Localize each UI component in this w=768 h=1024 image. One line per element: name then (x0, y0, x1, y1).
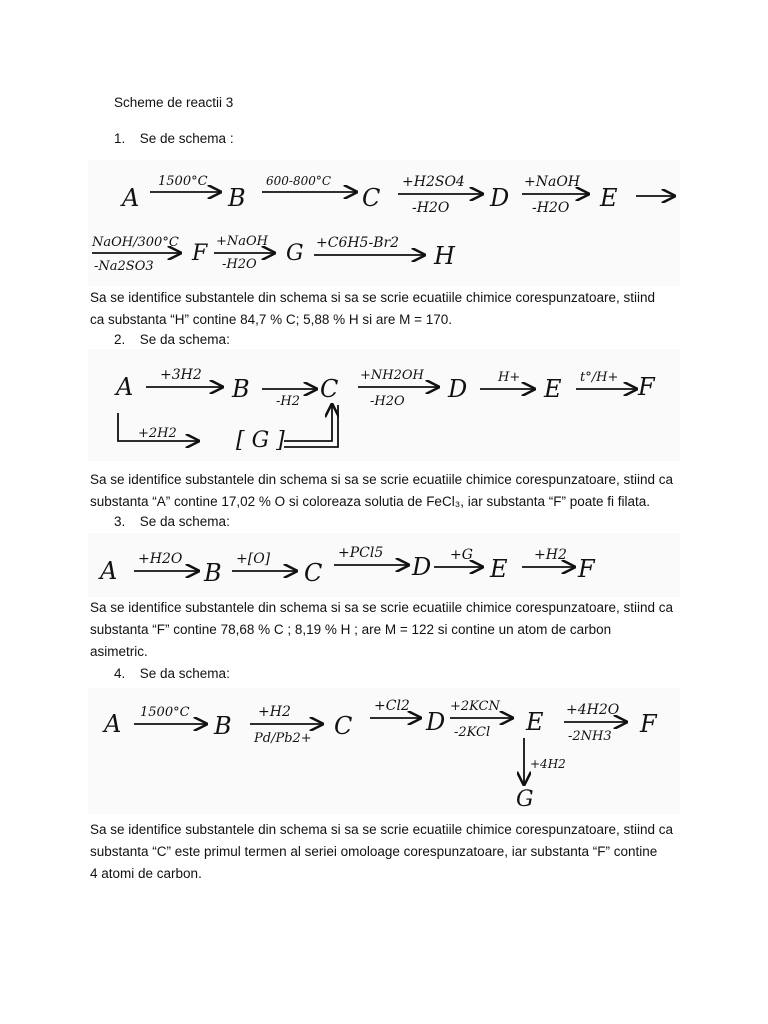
species-D: D (426, 708, 446, 736)
species-C: C (362, 184, 381, 212)
arrow-2-above: +[O] (236, 551, 271, 567)
reaction-scheme-2 (88, 349, 680, 461)
species-F: F (638, 373, 655, 401)
species-F: F (640, 710, 657, 738)
item-heading-text: Se da schema: (139, 666, 230, 681)
arrow-1-above: 1500°C (158, 174, 208, 189)
arrow-5-above: t°/H+ (580, 370, 619, 385)
arrow-3-above: +NH2OH (360, 368, 424, 383)
text-line: substanta “F” contine 78,68 % C ; 8,19 % H ; are M = 122 si contine un atom de carbon (90, 622, 612, 637)
reaction-scheme-1 (88, 160, 680, 286)
item-4-heading (114, 666, 230, 681)
species-E: E (544, 375, 562, 403)
arrow-5-above: +H2 (534, 547, 567, 563)
arrow-4-above: +2KCN (450, 699, 500, 714)
item-heading-text: Se de schema : (139, 131, 234, 146)
species-A: A (104, 710, 122, 738)
species-E: E (600, 184, 618, 212)
arrow-6-below: -Na2SO3 (94, 259, 154, 274)
text-line: 4 atomi de carbon. (90, 866, 202, 881)
species-A: A (100, 557, 118, 585)
arrow-6-above: NaOH/300°C (92, 235, 179, 250)
arrow-2-below: Pd/Pb2+ (254, 731, 312, 746)
text-line: Sa se identifice substantele din schema si sa se scrie ecuatiile chimice corespunzatoare, stiind ca (90, 600, 674, 615)
arrow-3-below: -H2O (370, 394, 405, 409)
species-E: E (526, 708, 544, 736)
arrow-8-above: +C6H5-Br2 (316, 235, 400, 251)
species-B: B (232, 375, 250, 403)
arrow-5-below: -2NH3 (568, 729, 612, 744)
arrow-3-above: +Cl2 (374, 698, 410, 714)
text-line: Sa se identifice substantele din schema si sa se scrie ecuatiile chimice corespunzatoare, stiind ca (90, 822, 674, 837)
item-3-text (90, 597, 690, 663)
item-heading-text: Se da schema: (139, 514, 230, 529)
species-C: C (320, 375, 339, 403)
item-2-heading (114, 332, 230, 347)
arrow-2-above: +H2 (258, 704, 291, 720)
arrow-4-above: +G (450, 547, 473, 563)
text-line: substanta “A” contine 17,02 % O si coloreaza solutia de FeCl₃, iar substanta “F” poate fi filata. (90, 494, 651, 509)
species-C: C (334, 712, 353, 740)
item-number: 1. (114, 131, 126, 146)
arrow-4-above: H+ (498, 370, 521, 385)
item-3-heading (114, 514, 230, 529)
species-D: D (448, 375, 468, 403)
arrow-2-below: -H2 (276, 394, 301, 409)
text-line: substanta “C” este primul termen al seriei omoloage corespunzatoare, iar substanta “F” contine (90, 844, 658, 859)
species-G: G (516, 787, 534, 812)
species-D: D (490, 184, 510, 212)
arrow-4-below: -H2O (532, 200, 570, 216)
species-G: [ G ] (236, 428, 285, 453)
reaction-scheme-4 (88, 688, 680, 814)
text-line: Sa se identifice substantele din schema si sa se scrie ecuatiile chimice corespunzatoare, stiind ca (90, 472, 674, 487)
species-F: F (192, 241, 208, 266)
species-H: H (434, 242, 455, 270)
arrow-5-above: +4H2O (566, 702, 620, 718)
species-F: F (578, 555, 595, 583)
species-D: D (412, 553, 432, 581)
text-line: ca substanta “H” contine 84,7 % C; 5,88 % H si are M = 170. (90, 312, 453, 327)
item-heading-text: Se da schema: (139, 332, 230, 347)
reaction-scheme-3 (88, 533, 680, 597)
arrow-3-above: +PCl5 (338, 545, 384, 561)
arrow-3-above: +H2SO4 (402, 174, 465, 190)
item-number: 4. (114, 666, 126, 681)
arrow-4-above: +NaOH (524, 174, 581, 190)
species-B: B (204, 559, 222, 587)
species-A: A (116, 373, 134, 401)
item-4-text (90, 819, 690, 885)
arrow-7 (284, 405, 332, 441)
arrow-6-above: +2H2 (138, 426, 177, 441)
species-G: G (286, 241, 304, 266)
arrow-2-above: 600-800°C (266, 174, 332, 188)
arrow-7-below: -H2O (222, 257, 257, 272)
species-C: C (304, 559, 323, 587)
item-2-text (90, 469, 690, 513)
item-1-heading (114, 131, 234, 146)
arrow-6-label: +4H2 (530, 757, 566, 771)
species-E: E (490, 555, 508, 583)
arrow-7-above: +NaOH (216, 234, 269, 249)
species-B: B (214, 712, 232, 740)
item-1-text (90, 287, 690, 331)
arrow-3-below: -H2O (412, 200, 450, 216)
page-title: Scheme de reactii 3 (114, 95, 234, 110)
arrow-4-below: -2KCl (454, 725, 491, 740)
arrow-1-above: +3H2 (160, 367, 202, 383)
item-number: 3. (114, 514, 126, 529)
arrow-1-above: 1500°C (140, 705, 190, 720)
text-line: Sa se identifice substantele din schema si sa se scrie ecuatiile chimice corespunzatoare, stiind (90, 290, 656, 305)
arrow-1-above: +H2O (138, 551, 183, 567)
text-line: asimetric. (90, 644, 148, 659)
species-B: B (228, 184, 246, 212)
species-A: A (122, 184, 140, 212)
item-number: 2. (114, 332, 126, 347)
